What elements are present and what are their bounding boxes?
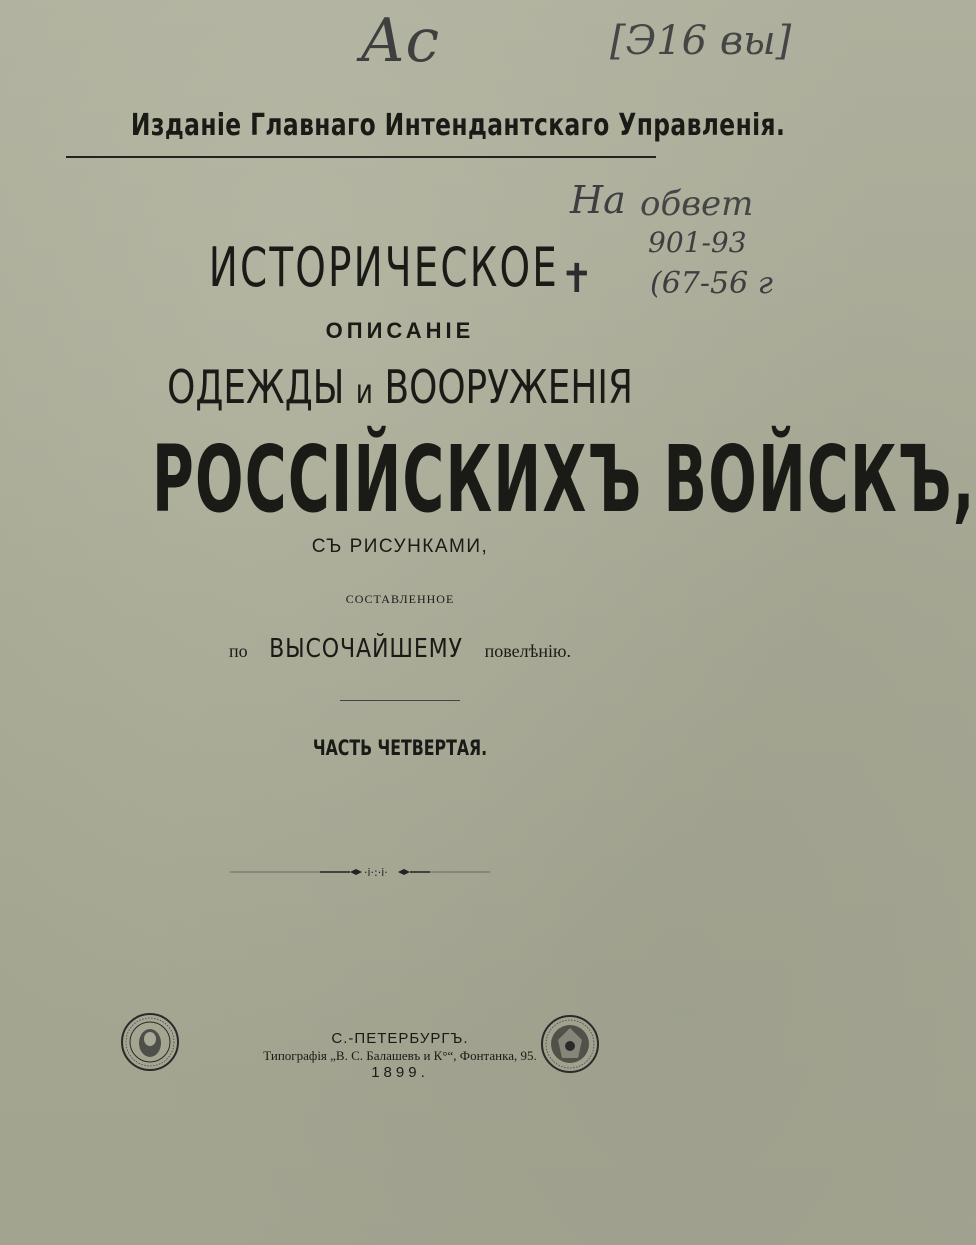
title-line-3 [88,360,712,414]
handwritten-mark-top: Ас [360,6,440,76]
handwritten-note-a: На [570,178,626,222]
title-line-3-a: ОДЕЖДЫ [167,360,345,414]
imperial-command-line [0,634,800,664]
subtitle: СЪ РИСУНКАМИ, [311,536,489,557]
svg-text:·i·:·i·: ·i·:·i· [364,866,388,879]
title-line-2: ОПИСАНІЕ [325,318,475,343]
title-line-3-conj: и [355,372,374,412]
header-rule [66,156,656,158]
title-line-1: ИСТОРИЧЕСКОЕ [208,236,559,299]
title-line-3-b: ВООРУЖЕНІЯ [384,360,633,414]
composed-label: СОСТАВЛЕННОЕ [345,592,455,606]
command-prefix: по [229,641,248,661]
divider-rule [340,700,460,701]
handwritten-mark-top-right: [Э16 вы] [610,18,792,64]
handwritten-note-d: (67-56 г [650,266,773,301]
command-suffix: повелѣнію. [484,641,571,661]
imprint-year: 1899. [371,1064,429,1081]
command-main: ВЫСОЧАЙШЕМУ [269,634,464,664]
ornament-divider [230,866,570,878]
publisher-line: Изданіе Главнаго Интендантскаго Управленія. [130,108,786,143]
handwritten-note-c: 901-93 [648,226,747,259]
part-label: ЧАСТЬ ЧЕТВЕРТАЯ. [312,736,488,760]
imprint-printer: Типографія „В. С. Балашевъ и К°“, Фонтанка, 95. [263,1048,537,1063]
title-line-4: РОССІЙСКИХЪ ВОЙСКЪ, [152,426,976,533]
handwritten-cross: ✝ [560,256,594,302]
imprint-city: С.-ПЕТЕРБУРГЪ. [331,1030,469,1047]
handwritten-note-b: обвет [640,184,754,224]
